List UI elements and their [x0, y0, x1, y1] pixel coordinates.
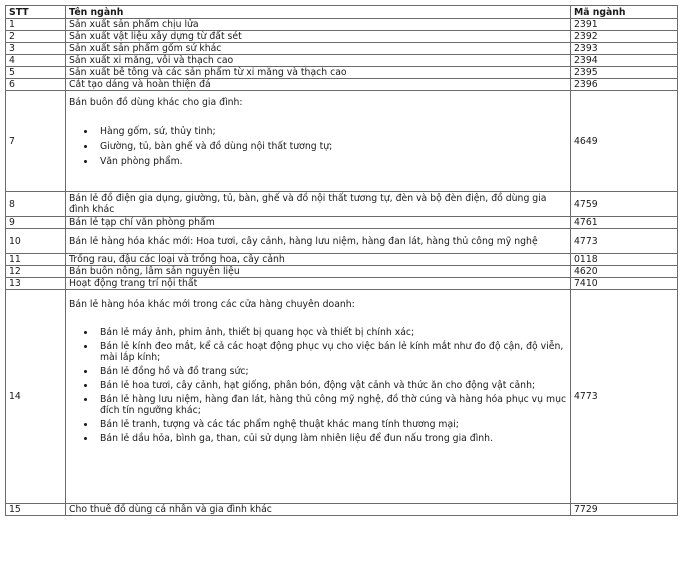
bullet-item: • Bán lẻ đồng hồ và đồ trang sức; [96, 366, 567, 377]
row-code: 4620 [571, 266, 678, 278]
row-name [66, 290, 571, 504]
row-stt: 8 [6, 192, 66, 217]
bullet-item: • Văn phòng phẩm. [96, 156, 567, 167]
row-stt: 1 [6, 19, 66, 31]
table-row [6, 43, 678, 55]
row-code: 2393 [571, 43, 678, 55]
row-name: Trồng rau, đậu các loại và trồng hoa, cây cảnh [66, 254, 571, 266]
row-name: Bán lẻ tạp chí văn phòng phẩm [66, 217, 571, 229]
bullet-item: • Bán lẻ hàng lưu niệm, hàng đan lát, hàng thủ công mỹ nghệ, đồ thờ cúng và hàng hóa phục vụ mục đích tín ngưỡng khác; [96, 394, 567, 416]
row-stt: 10 [6, 229, 66, 254]
row-stt: 7 [6, 91, 66, 192]
table-row [6, 254, 678, 266]
row-stt: 3 [6, 43, 66, 55]
row-stt: 11 [6, 254, 66, 266]
bullet-item: • Bán lẻ dầu hỏa, bình ga, than, củi sử dụng làm nhiên liệu để đun nấu trong gia đình. [96, 433, 567, 444]
row-name: Hoạt động trang trí nội thất [66, 278, 571, 290]
bullet-item: • Bán lẻ tranh, tượng và các tác phẩm nghệ thuật khác mang tính thương mại; [96, 419, 567, 430]
bullet-list [69, 126, 567, 167]
row-stt: 6 [6, 79, 66, 91]
table-row [6, 504, 678, 516]
row-code: 4773 [571, 290, 678, 504]
row-stt: 9 [6, 217, 66, 229]
table-row [6, 266, 678, 278]
row-intro: Bán lẻ hàng hóa khác mới trong các cửa hàng chuyên doanh: [69, 299, 355, 310]
header-name: Tên ngành [66, 6, 571, 19]
row-stt: 15 [6, 504, 66, 516]
row-name: Sản xuất sản phẩm chịu lửa [66, 19, 571, 31]
bullet-list [69, 327, 567, 444]
table-row [6, 55, 678, 67]
row-name [66, 91, 571, 192]
row-code: 4759 [571, 192, 678, 217]
row-name: Sản xuất bê tông và các sản phẩm từ xi măng và thạch cao [66, 67, 571, 79]
row-stt: 12 [6, 266, 66, 278]
row-name: Cắt tạo dáng và hoàn thiện đá [66, 79, 571, 91]
row-name: Sản xuất xi măng, vôi và thạch cao [66, 55, 571, 67]
bullet-item: • Bán lẻ máy ảnh, phim ảnh, thiết bị quang học và thiết bị chính xác; [96, 327, 567, 338]
row-name: Cho thuê đồ dùng cá nhân và gia đình khác [66, 504, 571, 516]
row-intro: Bán buôn đồ dùng khác cho gia đình: [69, 97, 243, 108]
row-code: 4761 [571, 217, 678, 229]
bullet-item: • Bán lẻ kính đeo mắt, kể cả các hoạt động phục vụ cho việc bán lẻ kính mắt như đo độ cận, độ viễn, mài lắp kính; [96, 341, 567, 363]
row-name: Sản xuất sản phẩm gốm sứ khác [66, 43, 571, 55]
table-row [6, 31, 678, 43]
table-row [6, 67, 678, 79]
row-code: 2396 [571, 79, 678, 91]
row-name: Bán lẻ hàng hóa khác mới: Hoa tươi, cây cảnh, hàng lưu niệm, hàng đan lát, hàng thủ công mỹ nghệ [66, 229, 571, 254]
row-code: 0118 [571, 254, 678, 266]
row-stt: 14 [6, 290, 66, 504]
table-row [6, 79, 678, 91]
row-code: 4649 [571, 91, 678, 192]
row-code: 2391 [571, 19, 678, 31]
table-row [6, 290, 678, 504]
row-stt: 4 [6, 55, 66, 67]
header-stt: STT [6, 6, 66, 19]
row-code: 4773 [571, 229, 678, 254]
row-code: 2395 [571, 67, 678, 79]
table-header-row [6, 6, 678, 19]
row-code: 2394 [571, 55, 678, 67]
table-row [6, 217, 678, 229]
table-row [6, 91, 678, 192]
row-name: Bán lẻ đồ điện gia dụng, giường, tủ, bàn, ghế và đồ nội thất tương tự, đèn và bộ đèn điện, đồ dùng gia đình khác [66, 192, 571, 217]
table-row [6, 19, 678, 31]
row-stt: 5 [6, 67, 66, 79]
row-code: 7729 [571, 504, 678, 516]
bullet-item: • Bán lẻ hoa tươi, cây cảnh, hạt giống, phân bón, động vật cảnh và thức ăn cho động vật cảnh; [96, 380, 567, 391]
header-code: Mã ngành [571, 6, 678, 19]
row-code: 7410 [571, 278, 678, 290]
table-row [6, 192, 678, 217]
row-name: Sản xuất vật liệu xây dựng từ đất sét [66, 31, 571, 43]
row-code: 2392 [571, 31, 678, 43]
industry-table [5, 5, 678, 516]
bullet-item: • Hàng gốm, sứ, thủy tinh; [96, 126, 567, 137]
table-row [6, 278, 678, 290]
table-row [6, 229, 678, 254]
row-name: Bán buôn nông, lâm sản nguyên liệu [66, 266, 571, 278]
row-stt: 2 [6, 31, 66, 43]
row-stt: 13 [6, 278, 66, 290]
bullet-item: • Giường, tủ, bàn ghế và đồ dùng nội thất tương tự; [96, 141, 567, 152]
